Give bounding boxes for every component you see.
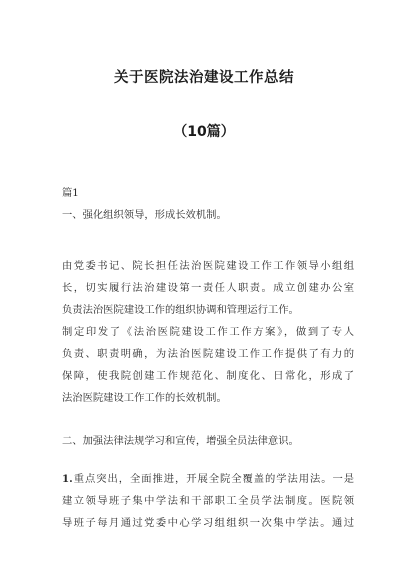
paragraph-1-line: 制定印发了《法治医院建设工作工作方案》，做到了专人 [62, 326, 354, 338]
paragraph-1-line: 由党委书记、院长担任法治医院建设工作工作领导小组组 [62, 260, 354, 272]
paragraph-2-number: 1. [62, 473, 73, 485]
paragraph-1-line: 法治医院建设工作工作的长效机制。 [62, 392, 227, 404]
paragraph-2-line: 导班子每月通过党委中心学习组组织一次集中学法。通过 [62, 517, 354, 529]
paragraph-1-line: 长，切实履行法治建设第一责任人职责。成立创建办公室 [62, 282, 354, 294]
section-heading-2: 二、加强法律法规学习和宣传，增强全员法律意识。 [62, 435, 299, 447]
paragraph-2-text: 重点突出，全面推进，开展全院全覆盖的学法用法。一是 [72, 473, 354, 485]
paragraph-2-line [62, 472, 354, 486]
document-subtitle: （10篇） [173, 124, 235, 140]
paragraph-1-line: 负责、职责明确，为法治医院建设工作工作提供了有力的 [62, 348, 354, 360]
paragraph-1-line: 负责法治医院建设工作的组织协调和管理运行工作。 [62, 304, 299, 316]
document-title: 关于医院法治建设工作总结 [114, 70, 294, 86]
paragraph-1-line: 保障，使我院创建工作规范化、制度化、日常化，形成了 [62, 370, 354, 382]
section-heading-1: 一、强化组织领导，形成长效机制。 [62, 209, 227, 221]
paragraph-2-line: 建立领导班子集中学法和干部职工全员学法制度。医院领 [62, 495, 354, 507]
part-label: 篇1 [62, 187, 79, 199]
